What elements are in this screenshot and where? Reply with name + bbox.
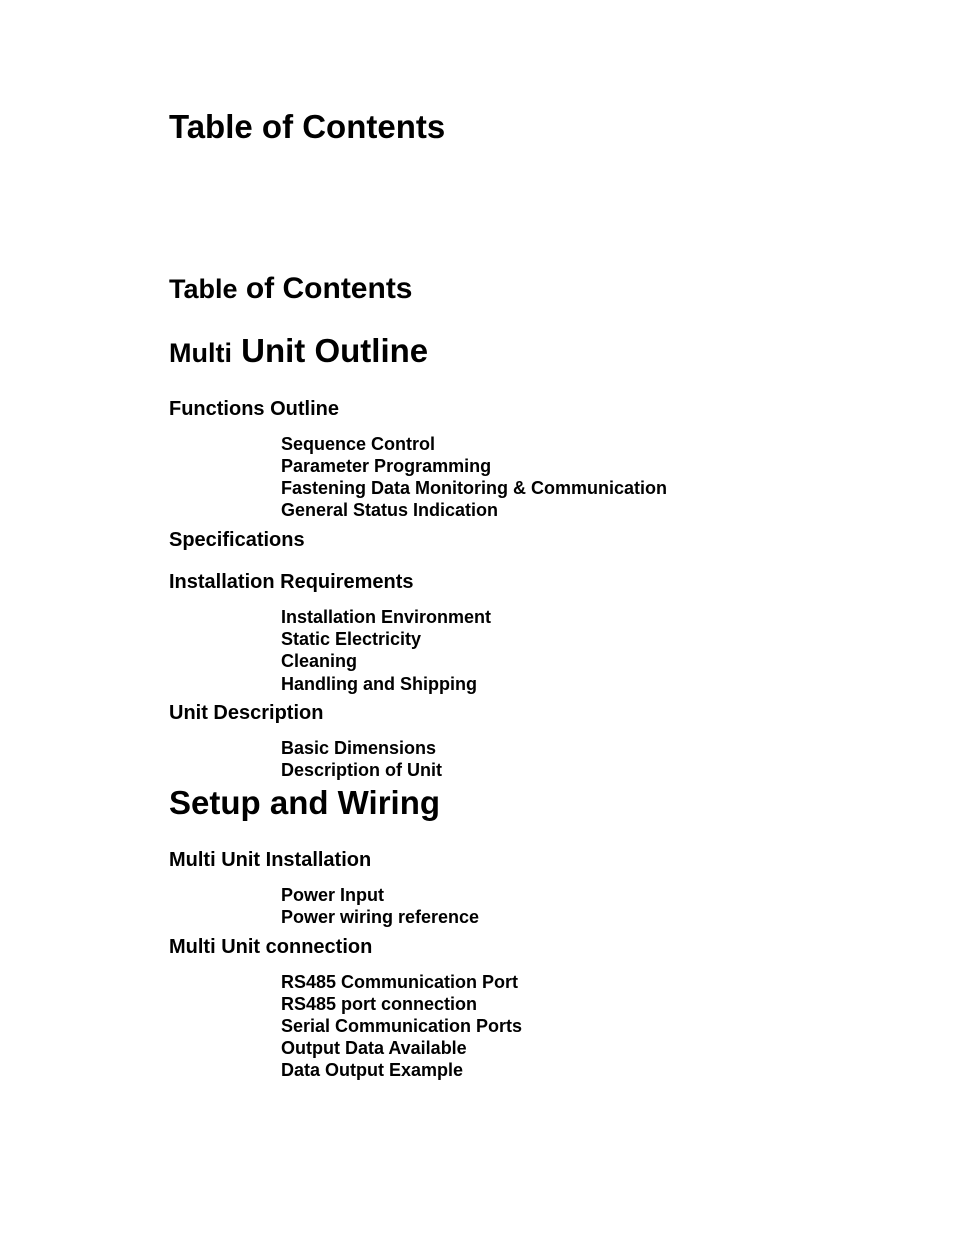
subsection-unit-description[interactable]: Unit Description <box>169 702 324 724</box>
toc-heading <box>169 274 413 304</box>
toc-entry[interactable]: Installation Environment <box>281 607 492 627</box>
subsection-multi-unit-connection[interactable]: Multi Unit connection <box>169 936 373 958</box>
subsection-multi-unit-installation[interactable]: Multi Unit Installation <box>169 849 372 871</box>
toc-entry[interactable]: Handling and Shipping <box>281 674 477 694</box>
toc-entry[interactable]: Parameter Programming <box>281 456 492 476</box>
section-setup-and-wiring[interactable]: Setup and Wiring <box>169 784 441 821</box>
toc-entry[interactable]: Serial Communication Ports <box>281 1016 523 1036</box>
toc-heading-part1: Table <box>169 274 238 304</box>
toc-entry[interactable]: Cleaning <box>281 651 358 671</box>
toc-entry[interactable]: Static Electricity <box>281 629 422 649</box>
subsection-specifications[interactable]: Specifications <box>169 529 305 551</box>
toc-entry[interactable]: RS485 Communication Port <box>281 972 519 992</box>
toc-entry[interactable]: Output Data Available <box>281 1038 467 1058</box>
subsection-functions-outline[interactable]: Functions Outline <box>169 398 339 420</box>
toc-entry[interactable]: Fastening Data Monitoring & Communication <box>281 478 667 498</box>
toc-entry[interactable]: RS485 port connection <box>281 994 478 1014</box>
toc-entry[interactable]: Basic Dimensions <box>281 738 437 758</box>
toc-entry[interactable]: Sequence Control <box>281 434 436 454</box>
toc-entry[interactable]: Data Output Example <box>281 1060 464 1080</box>
section-title-part1: Multi <box>169 338 232 368</box>
toc-entry[interactable]: General Status Indication <box>281 500 499 520</box>
section-title-part2: Unit Outline <box>231 332 429 369</box>
toc-entry[interactable]: Power Input <box>281 885 384 905</box>
toc-heading-part2: of Contents <box>237 272 413 305</box>
subsection-installation-requirements[interactable]: Installation Requirements <box>169 571 414 593</box>
toc-entry[interactable]: Description of Unit <box>281 760 442 780</box>
section-multi-unit-outline[interactable] <box>169 334 428 367</box>
page-title: Table of Contents <box>169 108 446 145</box>
toc-entry[interactable]: Power wiring reference <box>281 907 480 927</box>
